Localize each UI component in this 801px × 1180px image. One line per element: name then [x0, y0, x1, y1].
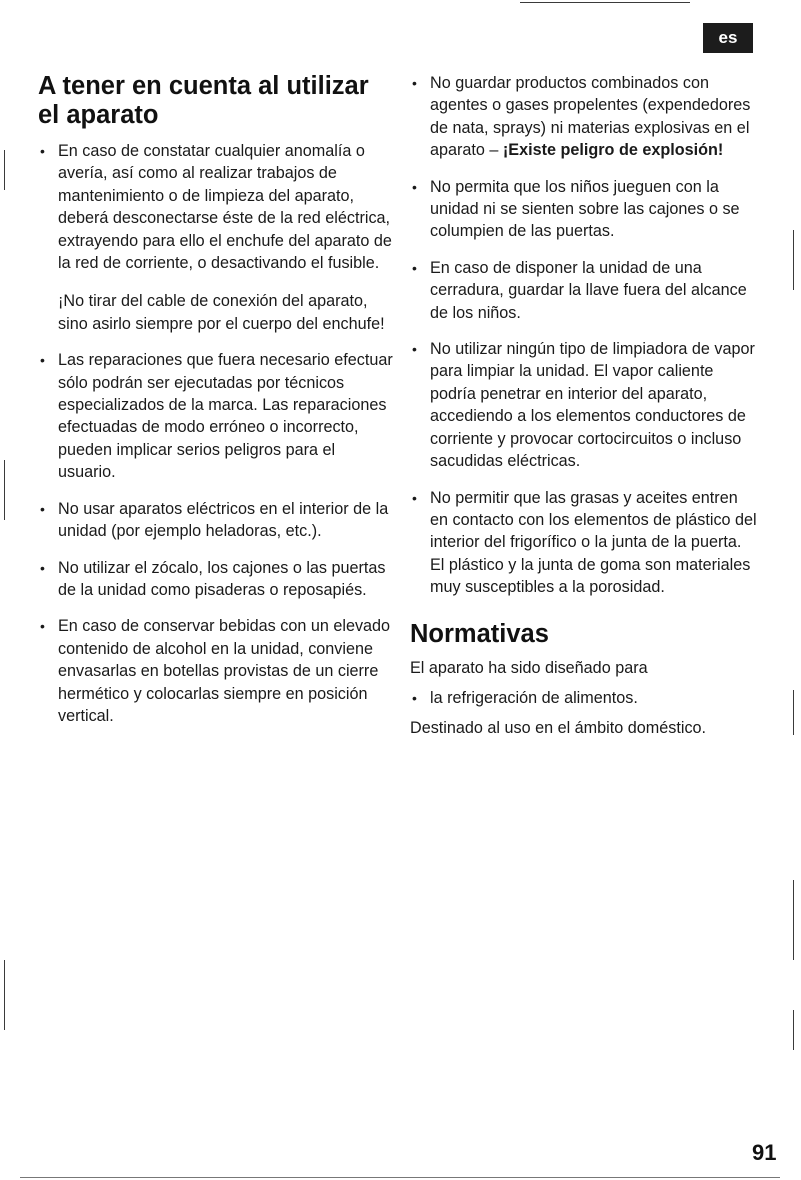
- scan-edge-right: [793, 230, 794, 290]
- normativas-title: Normativas: [410, 619, 549, 648]
- list-item: [38, 349, 394, 483]
- list-item-text: No permita que los niños jueguen con la unidad ni se sienten sobre las cajones o se columpien de las puertas.: [430, 177, 740, 241]
- scan-edge-right: [793, 690, 794, 735]
- list-item-text: En caso de conservar bebidas con un elevado contenido de alcohol en la unidad, conviene envasarlas en botellas provistas de un cierre hermético y colocarlas siempre en posición vertical.: [58, 617, 391, 725]
- list-item: [38, 615, 394, 727]
- list-item-text: En caso de disponer la unidad de una cerradura, guardar la llave fuera del alcance de los niños.: [430, 258, 747, 322]
- normativas-list: [410, 687, 760, 709]
- list-item: [410, 257, 760, 324]
- list-item: [410, 72, 760, 162]
- list-item-text: No guardar productos combinados con agentes o gases propelentes (expendedores de nata, sprays) ni materias explosivas en el aparato –: [430, 74, 751, 160]
- right-column: [410, 72, 760, 748]
- list-item-text: la refrigeración de alimentos.: [430, 688, 638, 707]
- normativas-closing: Destinado al uso en el ámbito doméstico.: [410, 719, 707, 738]
- scan-edge-right: [793, 1010, 794, 1050]
- list-item-text: Las reparaciones que fuera necesario efectuar sólo podrán ser ejecutadas por técnicos especializados de la marca. Las reparaciones efectuadas de modo erróneo o incorrecto, pueden implicar serios peligros para el usuario.: [58, 351, 393, 482]
- scan-edge-bottom: [20, 1177, 780, 1178]
- safety-list-continued: [410, 72, 760, 599]
- scan-edge-left: [4, 460, 5, 520]
- scan-edge-left: [4, 960, 5, 1030]
- list-item-note: ¡No tirar del cable de conexión del aparato, sino asirlo siempre por el cuerpo del enchufe!: [58, 292, 385, 333]
- list-item-text: En caso de constatar cualquier anomalía o avería, así como al realizar trabajos de mantenimiento o de limpieza del aparato, deberá desconectarse éste de la red eléctrica, extrayendo para ello el enchufe del aparato de la red de corriente, o desactivando el fusible.: [58, 142, 392, 273]
- left-column: [38, 72, 394, 741]
- section-title: A tener en cuenta al utilizar el aparato: [38, 72, 369, 129]
- list-item: [38, 557, 394, 602]
- list-item-text: No permitir que las grasas y aceites entren en contacto con los elementos de plástico del interior del frigorífico o la junta de la puerta. El plástico y la junta de goma son materiales muy susceptibles a la porosidad.: [430, 488, 757, 597]
- list-item-text: No utilizar el zócalo, los cajones o las puertas de la unidad como pisaderas o reposapiés.: [58, 558, 386, 599]
- list-item: [410, 176, 760, 243]
- list-item-text: No usar aparatos eléctricos en el interior de la unidad (por ejemplo heladoras, etc.).: [58, 499, 389, 541]
- list-item: [410, 487, 760, 599]
- language-badge: es: [703, 23, 753, 53]
- scan-edge-top: [520, 2, 690, 3]
- list-item: [38, 140, 394, 335]
- list-item: [38, 498, 394, 543]
- normativas-intro: El aparato ha sido diseñado para: [410, 658, 648, 677]
- warning-text: ¡Existe peligro de explosión!: [502, 141, 724, 160]
- list-item: [410, 687, 760, 709]
- scan-edge-left: [4, 150, 5, 190]
- safety-list: [38, 140, 394, 727]
- list-item-text: No utilizar ningún tipo de limpiadora de vapor para limpiar la unidad. El vapor caliente podría penetrar en interior del aparato, accediendo a los elementos conductores de corriente y provocar cortocircuitos o incluso sacudidas eléctricas.: [430, 340, 755, 471]
- page-number: 91: [752, 1140, 777, 1165]
- scan-edge-right: [793, 880, 794, 960]
- list-item: [410, 338, 760, 472]
